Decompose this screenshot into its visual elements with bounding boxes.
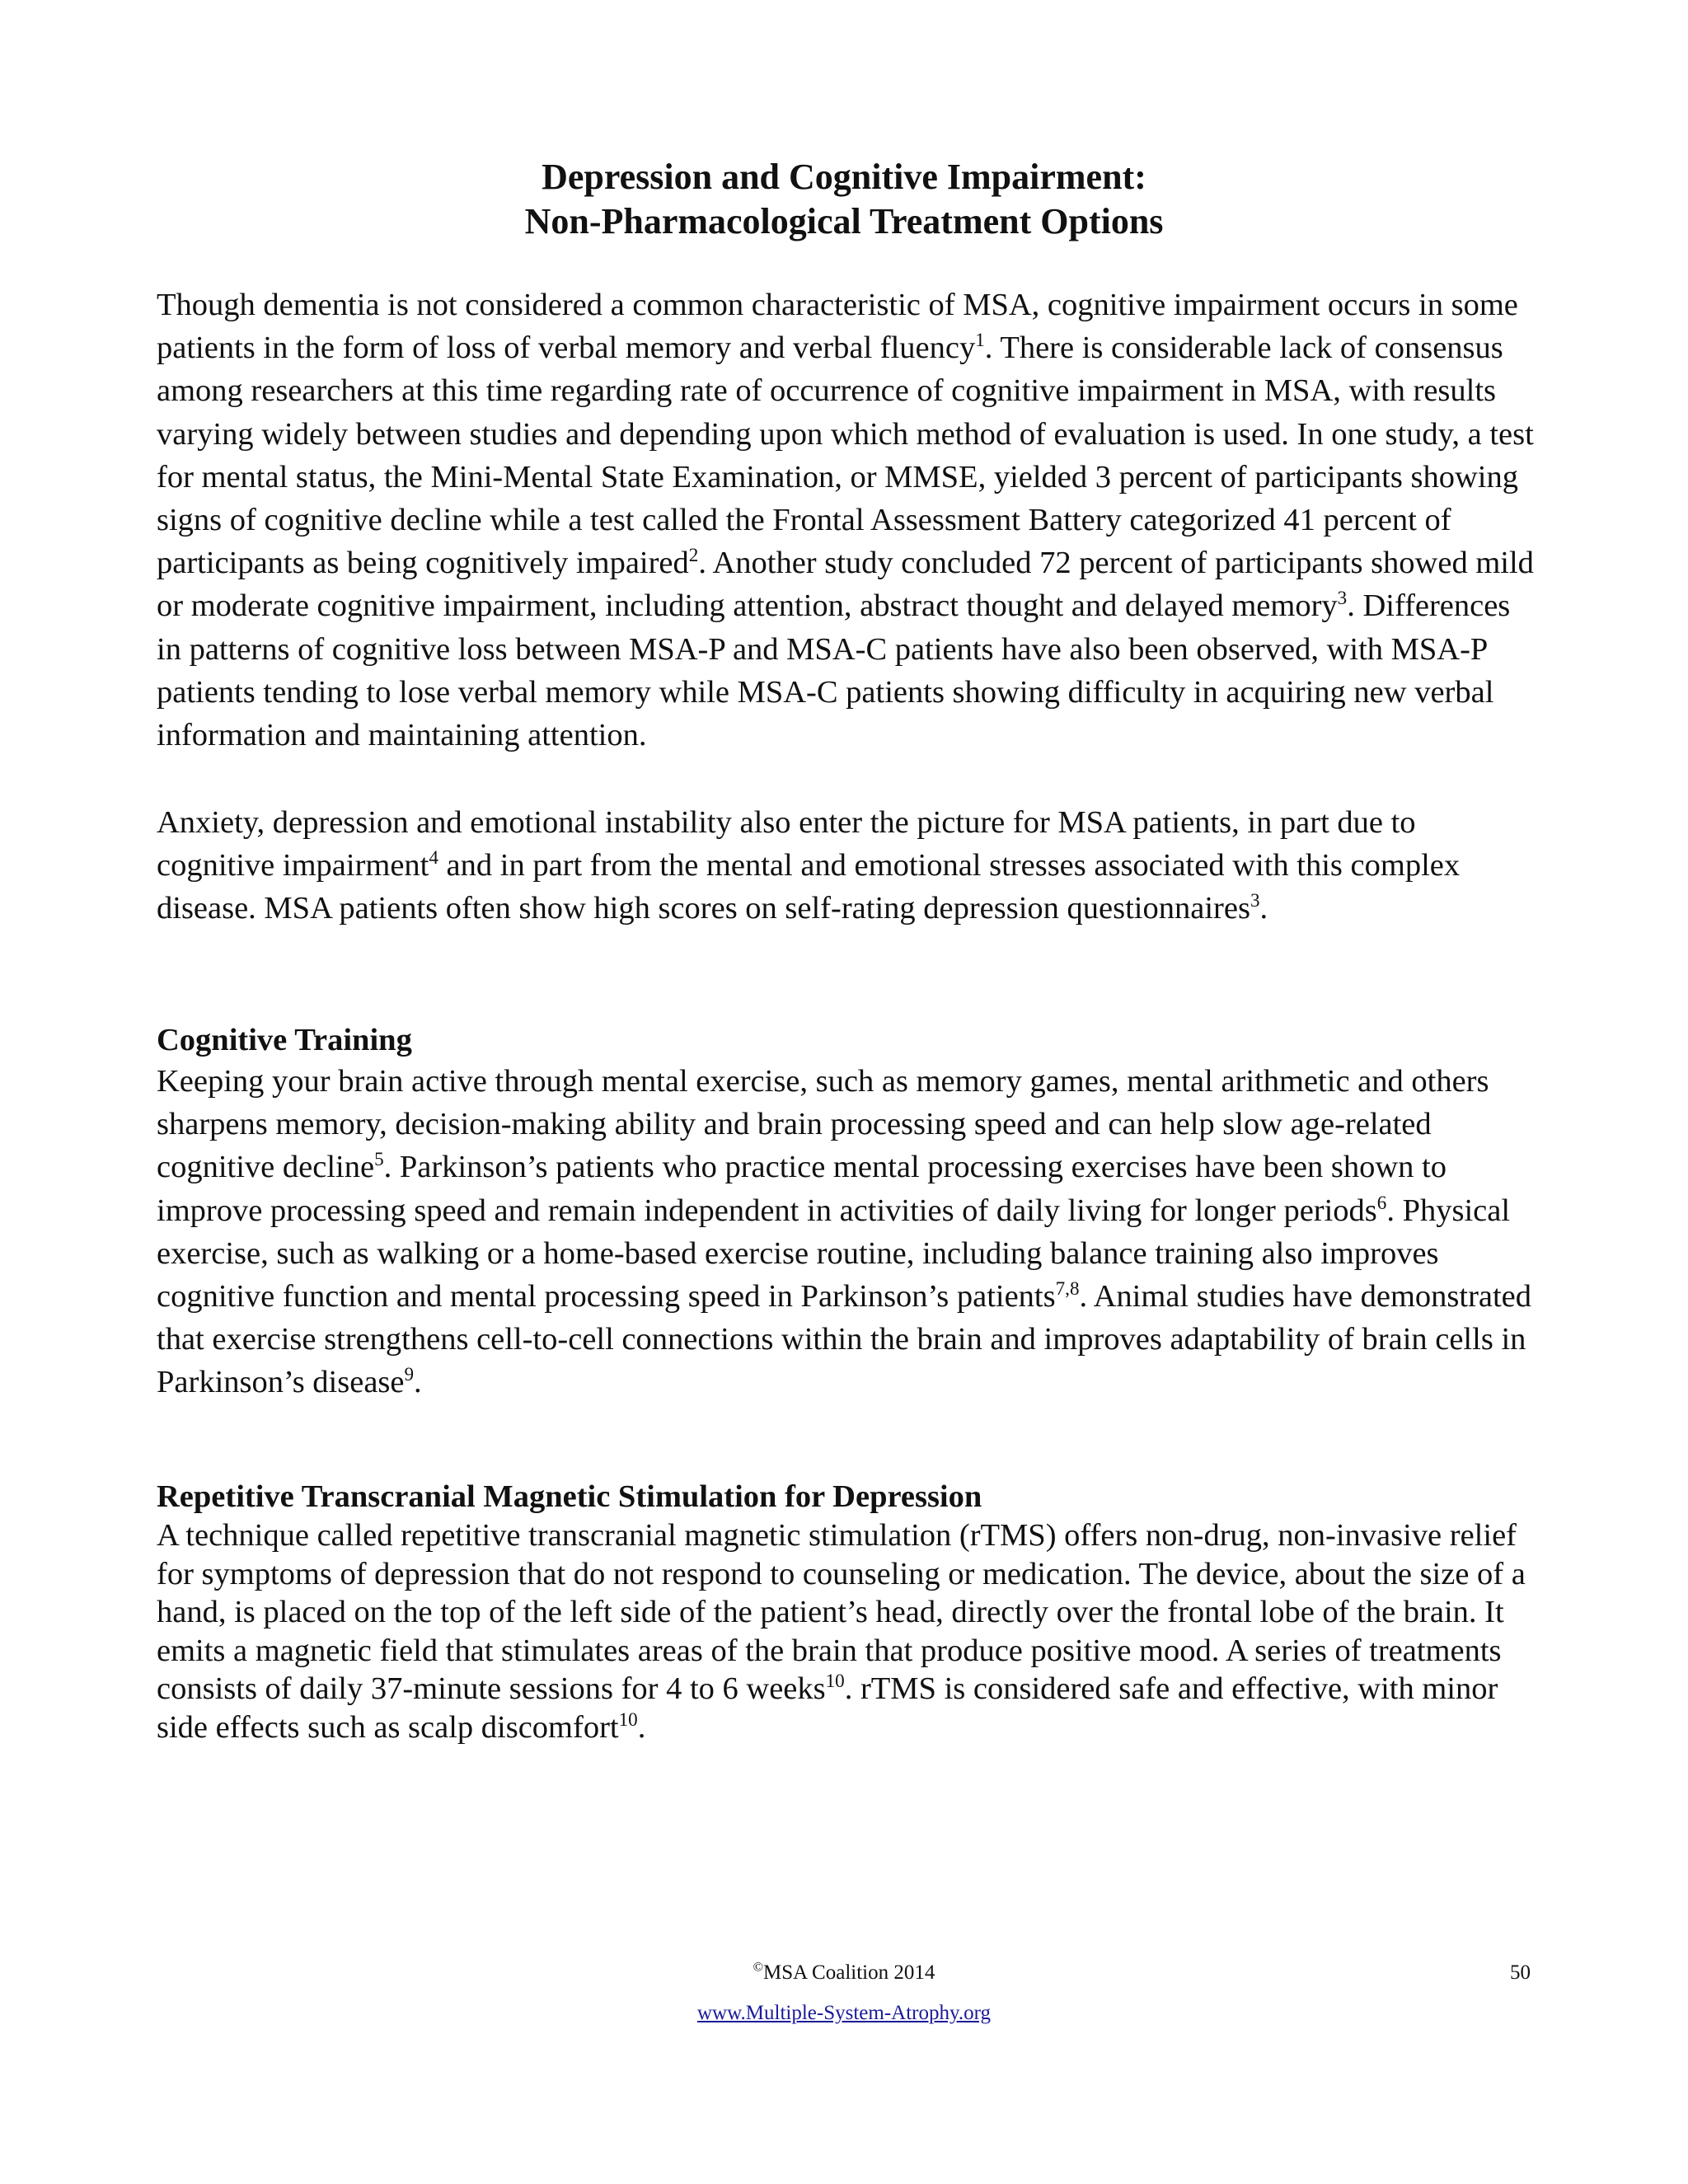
footer-website xyxy=(0,2000,1688,2027)
intro-p1-text-1: Though dementia is not considered a common characteristic of MSA, cognitive impairment occurs in some patients in the form of loss of verbal memory and verbal fluency xyxy=(157,288,1518,366)
ct-text-1: Keeping your brain active through mental exercise, such as memory games, mental arithmetic and others sharpens memory, decision-making ability and brain processing speed and can help slow age-related cognitive decline xyxy=(157,1064,1489,1185)
cognitive-training-paragraph xyxy=(157,1060,1541,1404)
citation-10b: 10 xyxy=(618,1708,638,1730)
cognitive-training-heading: Cognitive Training xyxy=(157,1023,412,1057)
rtms-paragraph xyxy=(157,1516,1541,1746)
copyright-symbol: © xyxy=(753,1959,763,1975)
citation-3: 3 xyxy=(1337,587,1348,609)
intro-paragraph-2 xyxy=(157,801,1541,930)
title-line-2: Non-Pharmacological Treatment Options xyxy=(524,201,1164,241)
intro-p1-text-4: . Differences in patterns of cognitive loss between MSA-P and MSA-C patients have also been observed, with MSA-P patients tending to lose verbal memory while MSA-C patients showing difficulty in acquiring new verbal information and maintaining attention. xyxy=(157,588,1511,753)
footer-copyright xyxy=(0,1960,1688,1986)
rtms-text-1: A technique called repetitive transcranial magnetic stimulation (rTMS) offers non-drug, non-invasive relief for symptoms of depression that do not respond to counseling or medication. The device, about the size of a hand, is placed on the top of the left side of the patient’s head, directly over the frontal lobe of the brain. It emits a magnetic field that stimulates areas of the brain that produce positive mood. A series of treatments consists of daily 37-minute sessions for 4 to 6 weeks xyxy=(157,1518,1526,1706)
ct-text-4: . Animal studies have demonstrated that exercise strengthens cell-to-cell connections within the brain and improves adaptability of brain cells in Parkinson’s disease xyxy=(157,1279,1532,1400)
citation-4: 4 xyxy=(429,846,438,869)
intro-p2-text-3: . xyxy=(1259,891,1268,926)
citation-9: 9 xyxy=(404,1363,415,1385)
rtms-text-3: . xyxy=(637,1709,646,1745)
intro-p2-text-2: and in part from the mental and emotional stresses associated with this complex disease. MSA patients often show high scores on self-rating depression questionnaires xyxy=(157,848,1461,926)
ct-text-3: . Physical exercise, such as walking or a home-based exercise routine, including balance training also improves cognitive function and mental processing speed in Parkinson’s patients xyxy=(157,1193,1511,1315)
title-line-1: Depression and Cognitive Impairment: xyxy=(542,157,1146,197)
citation-3b: 3 xyxy=(1250,889,1260,912)
citation-1: 1 xyxy=(975,329,985,351)
copyright-text: MSA Coalition 2014 xyxy=(762,1961,935,1984)
intro-paragraph-1 xyxy=(157,284,1541,757)
rtms-heading: Repetitive Transcranial Magnetic Stimulation for Depression xyxy=(157,1479,982,1514)
intro-p1-text-3: . Another study concluded 72 percent of participants showed mild or moderate cognitive impairment, including attention, abstract thought and delayed memory xyxy=(157,546,1534,624)
intro-p2-text-1: Anxiety, depression and emotional instability also enter the picture for MSA patients, in part due to cognitive impairment xyxy=(157,805,1416,883)
intro-p1-text-2: . There is considerable lack of consensus among researchers at this time regarding rate of occurrence of cognitive impairment in MSA, with results varying widely between studies and depending upon which method of evaluation is used. In one study, a test for mental status, the Mini-Mental State Examination, or MMSE, yielded 3 percent of participants showing signs of cognitive decline while a test called the Frontal Assessment Battery categorized 41 percent of participants as being cognitively impaired xyxy=(157,330,1534,581)
ct-text-2: . Parkinson’s patients who practice mental processing exercises have been shown to improve processing speed and remain independent in activities of daily living for longer periods xyxy=(157,1150,1447,1228)
ct-text-5: . xyxy=(414,1365,422,1400)
website-link[interactable]: www.Multiple-System-Atrophy.org xyxy=(697,2002,991,2024)
page-title xyxy=(0,155,1688,244)
citation-10: 10 xyxy=(825,1670,845,1692)
rtms-text-2: . rTMS is considered safe and effective, with minor side effects such as scalp discomfort xyxy=(157,1671,1498,1745)
citation-5: 5 xyxy=(374,1148,384,1170)
citation-6: 6 xyxy=(1376,1191,1387,1213)
citation-2: 2 xyxy=(688,544,699,566)
page-number: 50 xyxy=(1510,1961,1531,1984)
citation-7-8: 7,8 xyxy=(1055,1277,1080,1300)
